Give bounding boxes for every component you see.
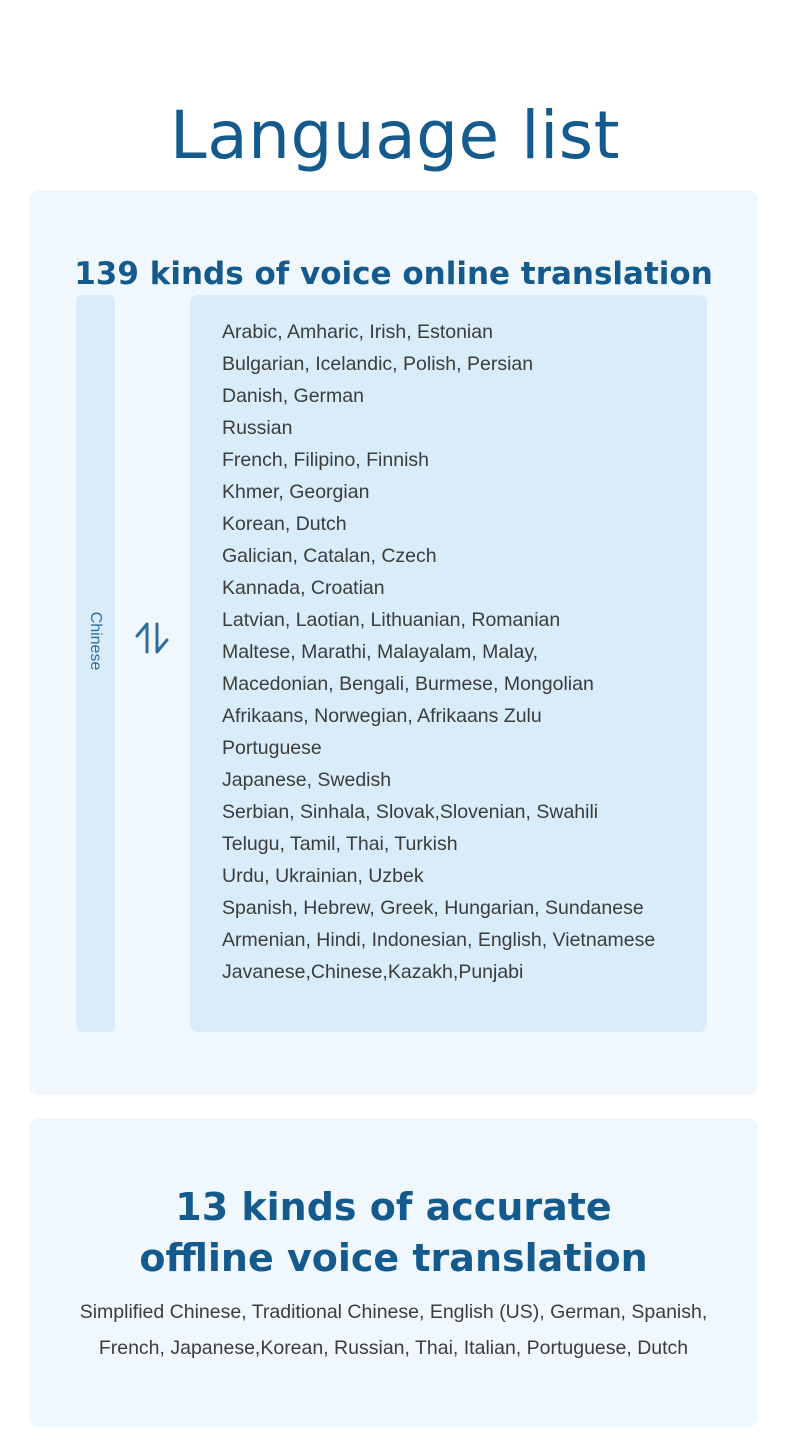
online-translation-panel xyxy=(29,190,758,1095)
language-row: Galician, Catalan, Czech xyxy=(222,545,437,567)
source-language-bar xyxy=(76,295,115,1032)
language-row: Serbian, Sinhala, Slovak,Slovenian, Swahili xyxy=(222,801,599,823)
language-row: Khmer, Georgian xyxy=(222,481,370,503)
offline-translation-panel xyxy=(29,1118,758,1427)
language-row: Danish, German xyxy=(222,385,364,407)
offline-heading-line-1: 13 kinds of accurate xyxy=(175,1184,612,1229)
language-row: Armenian, Hindi, Indonesian, English, Vietnamese xyxy=(222,929,656,951)
source-language-label: Chinese xyxy=(87,611,104,671)
offline-languages-line-1: Simplified Chinese, Traditional Chinese, English (US), German, Spanish, xyxy=(79,1300,708,1323)
language-row: Macedonian, Bengali, Burmese, Mongolian xyxy=(222,673,594,695)
swap-arrows-icon xyxy=(131,618,173,658)
page-title: Language list xyxy=(169,97,621,175)
language-row: Kannada, Croatian xyxy=(222,577,385,599)
language-row: Telugu, Tamil, Thai, Turkish xyxy=(222,833,458,855)
offline-translation-heading xyxy=(29,1182,758,1284)
online-language-list xyxy=(222,316,702,988)
language-row: Arabic, Amharic, Irish, Estonian xyxy=(222,321,493,343)
language-row: Russian xyxy=(222,417,293,439)
offline-language-list xyxy=(29,1294,758,1366)
language-row: Javanese,Chinese,Kazakh,Punjabi xyxy=(222,961,524,983)
offline-heading-line-2: offline voice translation xyxy=(139,1235,648,1280)
language-row: Bulgarian, Icelandic, Polish, Persian xyxy=(222,353,534,375)
offline-languages-line-2: French, Japanese,Korean, Russian, Thai, Italian, Portuguese, Dutch xyxy=(98,1336,689,1359)
online-translation-heading: 139 kinds of voice online translation xyxy=(74,255,713,292)
language-row: Spanish, Hebrew, Greek, Hungarian, Sundanese xyxy=(222,897,644,919)
language-row: Urdu, Ukrainian, Uzbek xyxy=(222,865,424,887)
online-language-box xyxy=(190,295,707,1032)
language-row: Maltese, Marathi, Malayalam, Malay, xyxy=(222,641,539,663)
language-row: Portuguese xyxy=(222,737,322,759)
language-row: Japanese, Swedish xyxy=(222,769,392,791)
language-row: Korean, Dutch xyxy=(222,513,347,535)
language-row: Afrikaans, Norwegian, Afrikaans Zulu xyxy=(222,705,542,727)
language-row: French, Filipino, Finnish xyxy=(222,449,429,471)
language-row: Latvian, Laotian, Lithuanian, Romanian xyxy=(222,609,561,631)
